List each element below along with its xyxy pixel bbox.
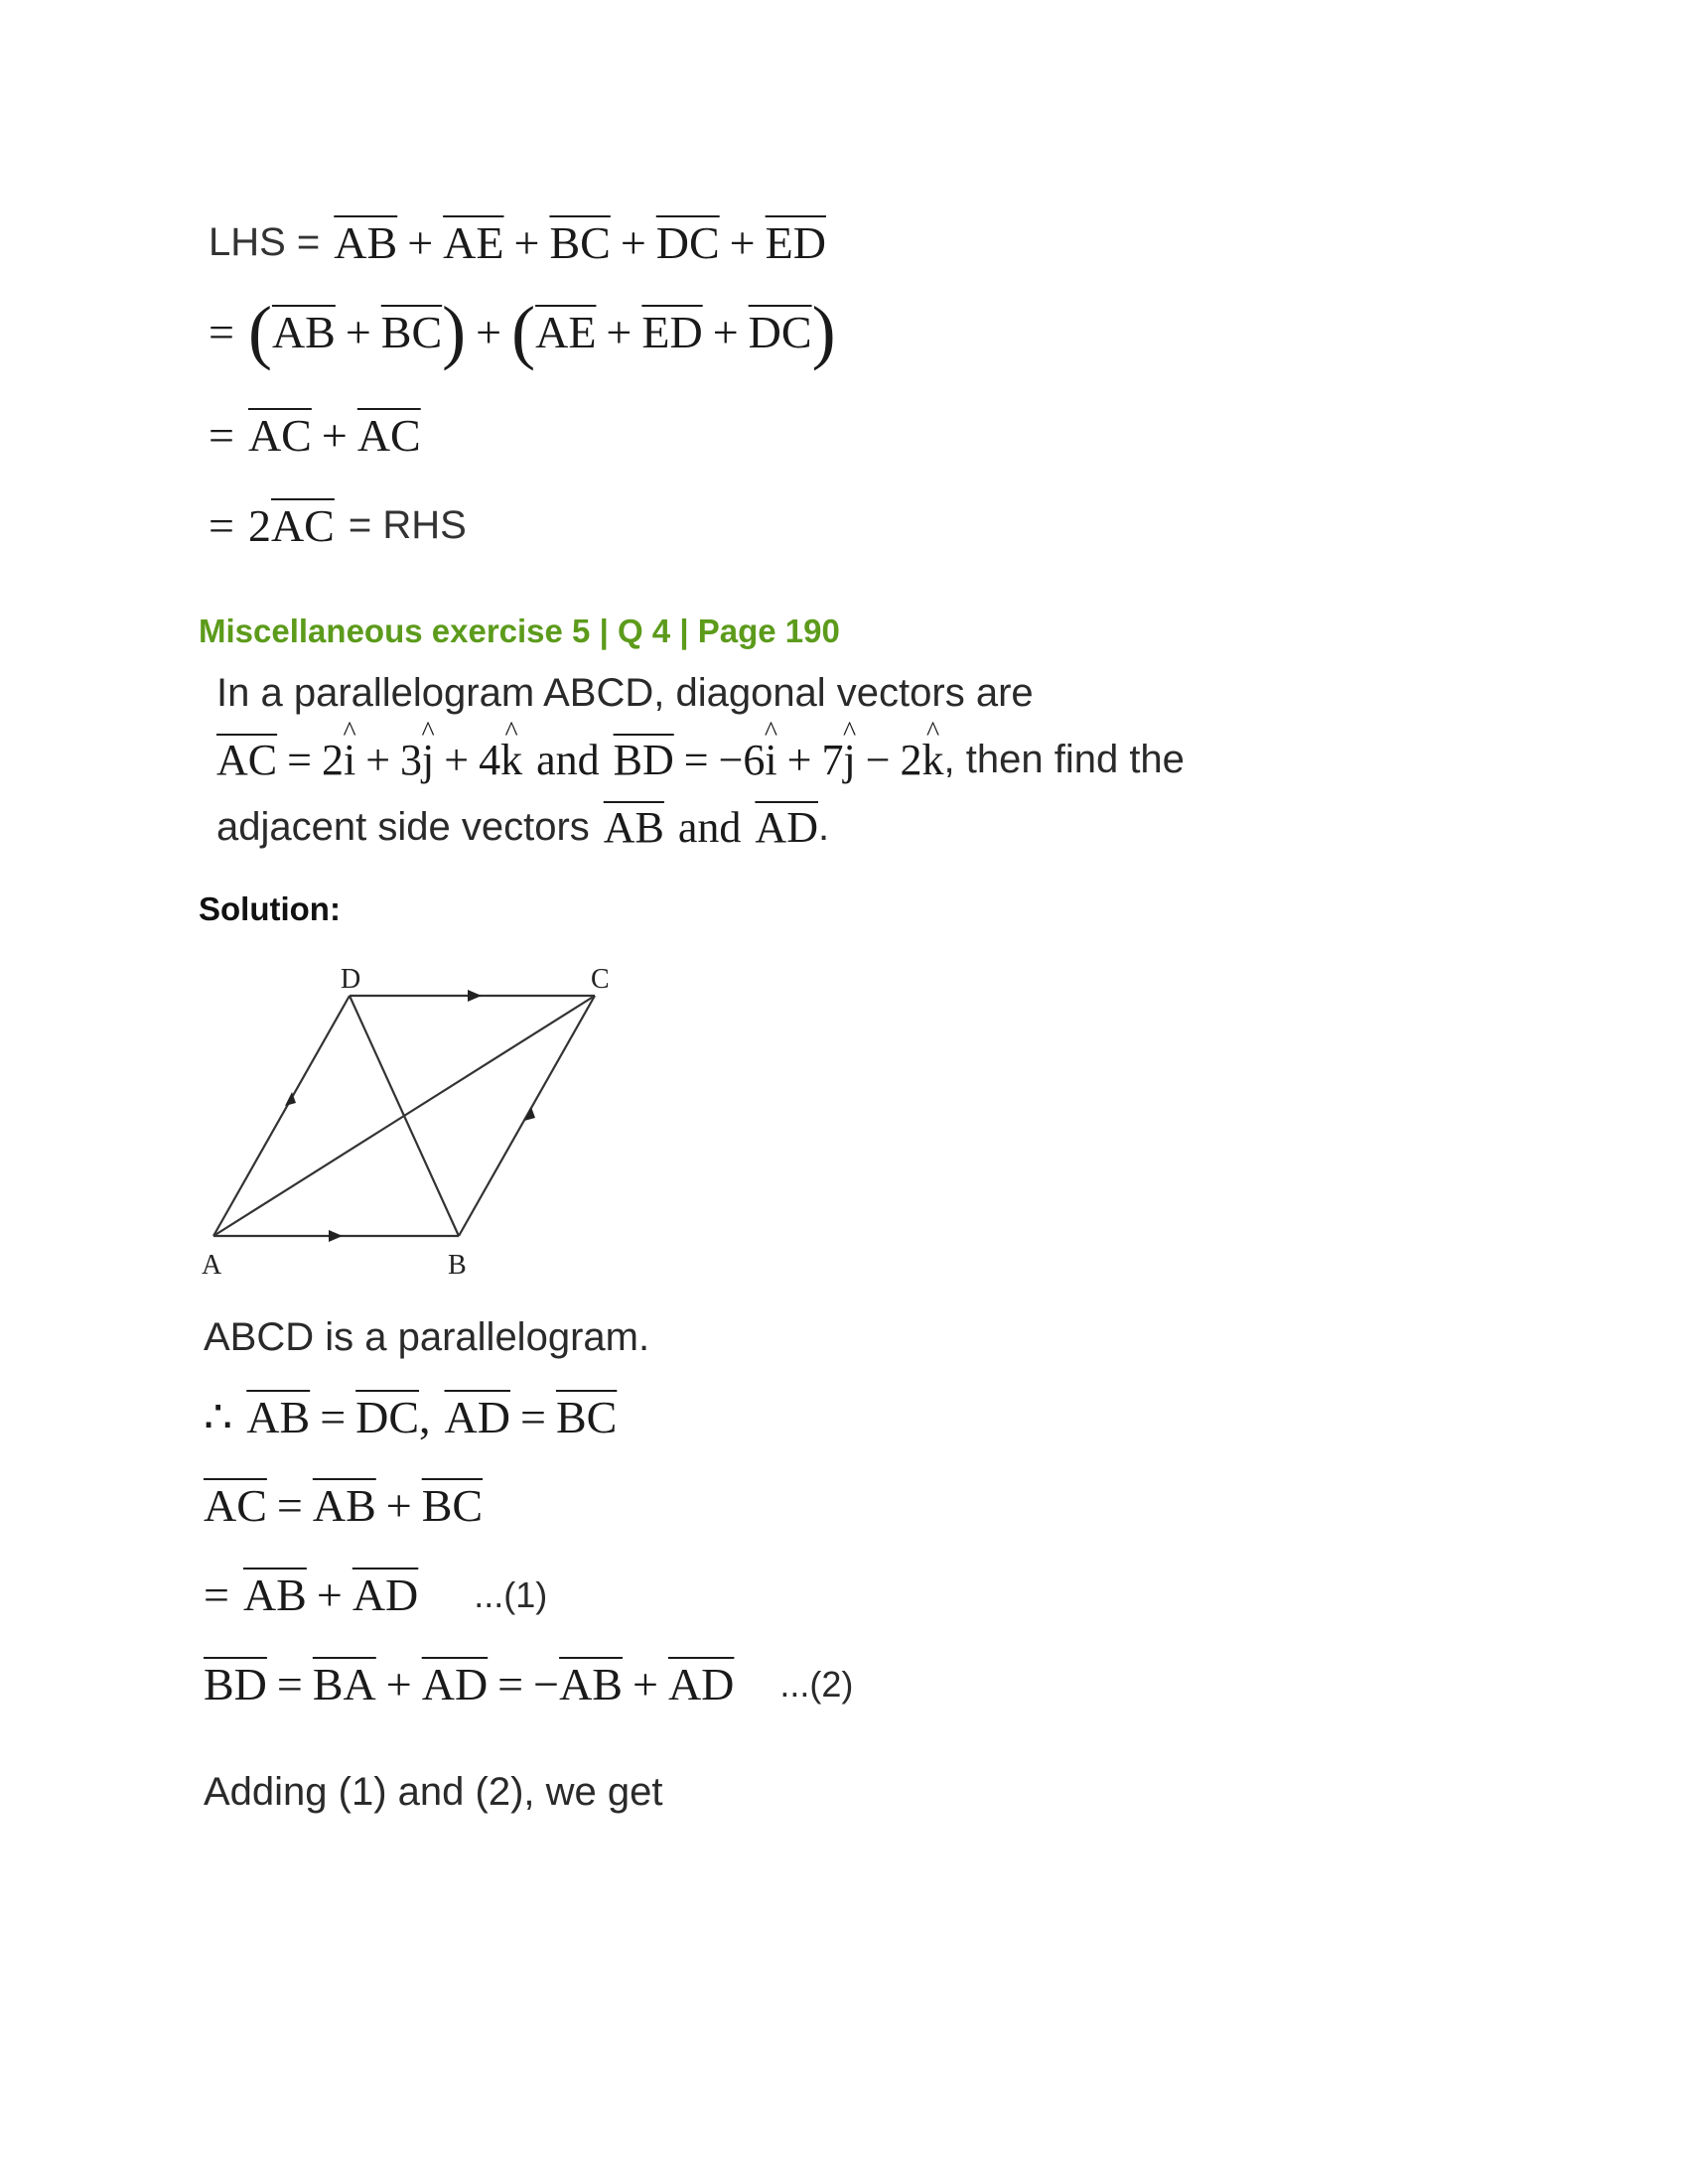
solution-line-4: = $\overline{AB}$ + $\overline{AD}$ ...(1)	[204, 1570, 548, 1620]
question-line-3: adjacent side vectors $\overline{AB}$ and $\overline{AD}$ .	[216, 803, 830, 852]
question-text: , then find the	[943, 738, 1185, 781]
coefficient: 3	[400, 736, 423, 784]
solution-line-2: ∴ $\overline{AB}$ = $\overline{DC}$ , $\overline{AD}$ = $\overline{BC}$	[204, 1391, 618, 1442]
rhs-label: = RHS	[348, 503, 467, 547]
vector: $\overline{AC}$	[356, 410, 421, 461]
vector-ad: $\overline{AD}$	[755, 803, 818, 852]
vector: $\overline{AB}$	[246, 1391, 311, 1442]
solution-line-5: $\overline{BD}$ = $\overline{BA}$ + $\overline{AD}$ = − $\overline{AB}$ + $\overline{AD}$ ...(2)	[204, 1659, 854, 1709]
vector: $\overline{AC}$	[204, 1480, 267, 1531]
vertex-label-c: C	[591, 964, 610, 995]
vector: $\overline{BA}$	[312, 1659, 376, 1709]
question-text: In a parallelogram ABCD, diagonal vectors are	[216, 671, 1034, 715]
vector: $\overline{AE}$	[535, 306, 597, 357]
vector: $\overline{AB}$	[559, 1659, 623, 1709]
vector: $\overline{AD}$	[352, 1570, 419, 1620]
equation-tag: ...(1)	[474, 1573, 548, 1615]
vector: $\overline{BC}$	[421, 1480, 484, 1531]
and-word: and	[536, 736, 600, 784]
equation-tag: ...(2)	[779, 1663, 854, 1705]
exercise-heading: Miscellaneous exercise 5 | Q 4 | Page 190	[199, 613, 840, 649]
vector-ab: $\overline{AB}$	[603, 803, 664, 852]
vector: $\overline{AD}$	[667, 1659, 735, 1709]
vector: $\overline{BD}$	[204, 1659, 267, 1709]
vector-bd: $\overline{BD}$	[613, 736, 674, 784]
side-ad	[213, 996, 350, 1236]
coefficient: 7	[821, 736, 844, 784]
vertex-label-b: B	[448, 1250, 467, 1281]
lhs-label: LHS =	[209, 220, 321, 264]
vector: $\overline{BC}$	[555, 1391, 618, 1442]
vector: $\overline{DC}$	[655, 217, 720, 268]
solution-label: Solution:	[199, 890, 341, 927]
coefficient: 2	[247, 500, 271, 551]
proof-line-2: = ( $\overline{AB}$ + $\overline{BC}$ ) + ( $\overline{AE}$ + $\overline{ED}$ + $\overline{DC}$ )	[209, 292, 836, 371]
coefficient: 2	[900, 736, 922, 784]
vector: $\overline{AE}$	[443, 217, 504, 268]
solution-line-1	[204, 1308, 649, 1361]
proof-line-4: = 2 $\overline{AC}$ = RHS	[209, 500, 467, 551]
parallelogram-diagram	[194, 958, 631, 1286]
solution-text: Adding (1) and (2), we get	[204, 1770, 663, 1814]
vector: $\overline{BC}$	[549, 217, 611, 268]
proof-line-1: LHS = $\overline{AB}$ + $\overline{AE}$ + $\overline{BC}$ + $\overline{DC}$ + $\overline{ED}$	[209, 217, 826, 268]
vector: $\overline{DC}$	[355, 1391, 420, 1442]
question-text: adjacent side vectors	[216, 805, 590, 849]
arrow-dc-icon	[468, 990, 482, 1002]
diagonal-bd	[350, 996, 459, 1236]
vector: $\overline{AB}$	[334, 217, 398, 268]
coefficient: 2	[321, 736, 344, 784]
and-word: and	[677, 803, 742, 852]
vector: $\overline{AC}$	[270, 500, 335, 551]
vector: $\overline{AD}$	[444, 1391, 510, 1442]
solution-line-3: $\overline{AC}$ = $\overline{AB}$ + $\overline{BC}$	[204, 1480, 484, 1531]
vector-ac: $\overline{AC}$	[216, 736, 278, 784]
proof-line-3: = $\overline{AC}$ + $\overline{AC}$	[209, 410, 421, 461]
solution-text: ABCD is a parallelogram.	[204, 1315, 650, 1359]
question-line-1	[216, 671, 1034, 716]
vertex-label-a: A	[202, 1250, 222, 1281]
vector: $\overline{DC}$	[748, 306, 812, 357]
vector: $\overline{ED}$	[765, 217, 826, 268]
vertex-label-d: D	[341, 964, 361, 995]
vector: $\overline{AB}$	[312, 1480, 376, 1531]
vector: $\overline{AD}$	[421, 1659, 489, 1709]
vector: $\overline{BC}$	[380, 306, 443, 357]
therefore-symbol: ∴	[204, 1392, 233, 1442]
coefficient: −6	[718, 736, 766, 784]
coefficient: 4	[479, 736, 501, 784]
vector: $\overline{AB}$	[271, 306, 336, 357]
solution-line-6	[204, 1763, 662, 1816]
vector: $\overline{ED}$	[641, 306, 703, 357]
vector: $\overline{AB}$	[242, 1570, 307, 1620]
vector: $\overline{AC}$	[247, 410, 312, 461]
question-line-2: $\overline{AC}$ = 2 ^ i + 3 ^ j + 4 ^ k and $\overline{BD}$ = −6 ^ i + 7 ^ j − 2 ^ k , then find the	[216, 735, 1185, 785]
arrow-ab-icon	[329, 1230, 343, 1242]
